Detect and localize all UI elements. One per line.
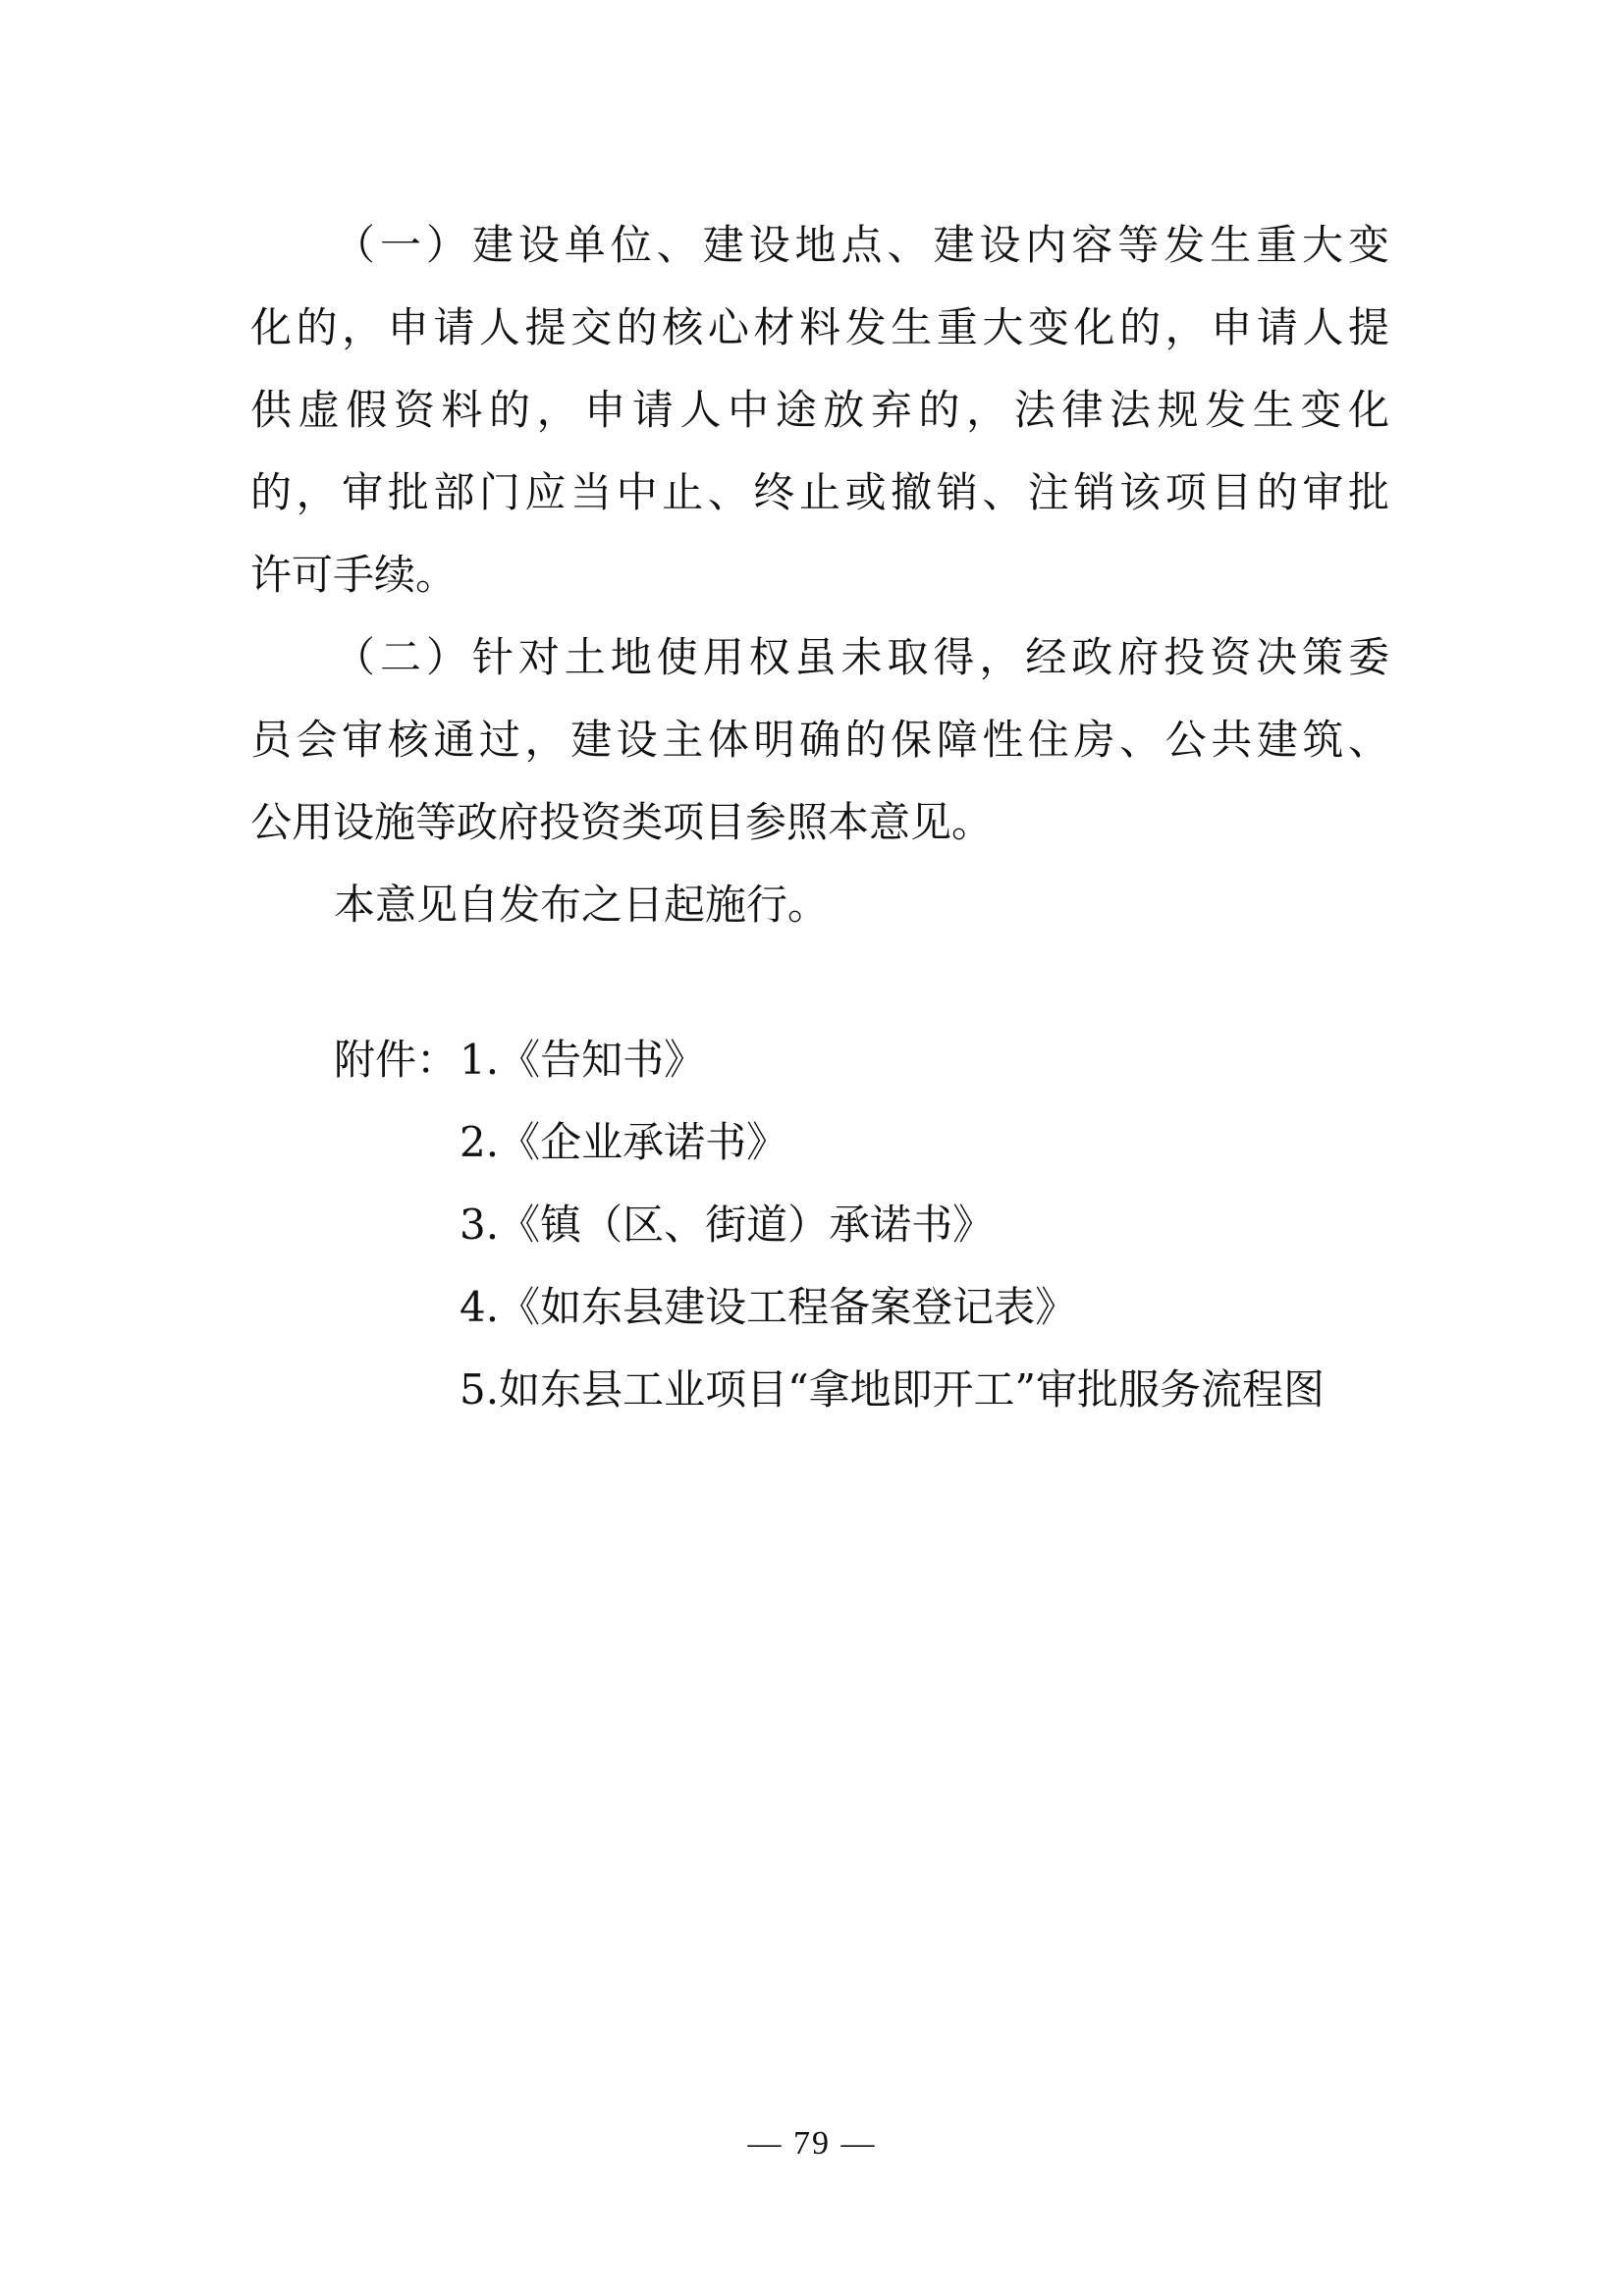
page-number: — 79 — xyxy=(747,2125,877,2162)
attachment-item: 2.《企业承诺书》 xyxy=(460,1118,788,1166)
paragraph-2-line-2: 员会审核通过，建设主体明确的保障性住房、公共建筑、 xyxy=(250,716,1389,764)
attachments-label: 附件： xyxy=(334,1036,459,1084)
paragraph-1-line-3: 供虚假资料的，申请人中途放弃的，法律法规发生变化 xyxy=(250,386,1389,434)
attachment-item: 5.如东县工业项目“拿地即开工”审批服务流程图 xyxy=(460,1365,1326,1414)
paragraph-1-line-5: 许可手续。 xyxy=(250,551,458,599)
paragraph-2-line-1: （二）针对土地使用权虽未取得，经政府投资决策委 xyxy=(334,633,1389,681)
attachment-item: 1.《告知书》 xyxy=(460,1036,706,1084)
paragraph-1-line-1: （一）建设单位、建设地点、建设内容等发生重大变 xyxy=(334,221,1389,269)
attachment-item: 4.《如东县建设工程备案登记表》 xyxy=(460,1283,1077,1331)
paragraph-3: 本意见自发布之日起施行。 xyxy=(334,881,830,929)
paragraph-1-line-4: 的，审批部门应当中止、终止或撤销、注销该项目的审批 xyxy=(250,468,1389,516)
paragraph-1-line-2: 化的，申请人提交的核心材料发生重大变化的，申请人提 xyxy=(250,303,1389,351)
attachment-item: 3.《镇（区、街道）承诺书》 xyxy=(460,1201,995,1249)
paragraph-2-line-3: 公用设施等政府投资类项目参照本意见。 xyxy=(250,798,994,846)
